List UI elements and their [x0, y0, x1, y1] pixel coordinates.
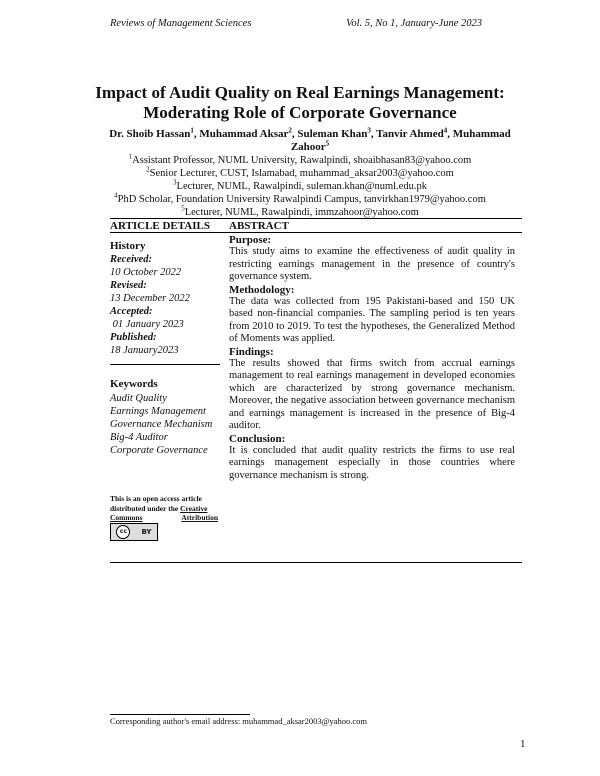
- page-number: 1: [520, 738, 526, 750]
- purpose-text: This study aims to examine the effectiveness of audit quality in restricting earnings management in the presence of country's governance system.: [229, 246, 515, 282]
- revised-date: 13 December 2022: [110, 293, 190, 304]
- purpose-heading: Purpose:: [229, 234, 272, 246]
- corresponding-author-note: Corresponding author's email address: muhammad_aksar2003@yahoo.com: [110, 716, 367, 726]
- article-details-heading: ARTICLE DETAILS: [110, 220, 210, 232]
- author-1-sup: 1: [190, 126, 194, 135]
- published-label: Published:: [110, 332, 157, 343]
- abstract-heading: ABSTRACT: [229, 220, 289, 232]
- heading-rule: [110, 232, 522, 233]
- oa-line-3: [110, 513, 218, 523]
- published-date: 18 January2023: [110, 345, 179, 356]
- keyword-list: [110, 392, 212, 457]
- methodology-text: The data was collected from 195 Pakistani-based and 150 UK based non-financial companies. The sampling period is ten years from 2010 to 2019. To test the hypotheses, the Generalized Method of Moments was applied.: [229, 295, 515, 344]
- affiliation-text: Senior Lecturer, CUST, Islamabad, muhammad_aksar2003@yahoo.com: [149, 168, 454, 179]
- journal-name: Reviews of Management Sciences: [110, 18, 252, 29]
- oa-text: distributed under the: [110, 503, 181, 513]
- affiliation-sup: 3: [173, 178, 177, 187]
- keyword-item: Big-4 Auditor: [110, 432, 168, 443]
- methodology-heading: Methodology:: [229, 283, 295, 296]
- title-line-2: Moderating Role of Corporate Governance: [143, 103, 457, 122]
- revised-label: Revised:: [110, 280, 147, 291]
- keyword-item: Governance Mechanism: [110, 419, 213, 430]
- author-5: , Muhammad Zahoor: [290, 128, 511, 153]
- conclusion-heading: Conclusion:: [229, 432, 286, 445]
- volume-info: Vol. 5, No 1, January-June 2023: [346, 18, 482, 29]
- oa-line-1: This is an open access article: [110, 494, 202, 503]
- footnote-rule: [110, 714, 250, 715]
- cc-icon: cc: [116, 525, 130, 539]
- author-4: , Tanvir Ahmed: [370, 128, 444, 140]
- author-2-sup: 2: [288, 126, 292, 135]
- affiliation-text: Lecturer, NUML, Rawalpindi, immzahoor@yahoo.com: [184, 207, 419, 218]
- affiliation-text: Assistant Professor, NUML University, Rawalpindi, shoaibhasan83@yahoo.com: [132, 155, 472, 166]
- author-4-sup: 4: [443, 126, 448, 135]
- affiliation-sup: 5: [181, 204, 185, 213]
- accepted-label: Accepted:: [110, 306, 153, 317]
- findings-heading: Findings:: [229, 345, 274, 358]
- findings-text: The results showed that firms switch from accrual earnings management to real earnings management in developed economies which are characterized by strong governance mechanism. Moreover, the negative association between governance mechanism and earnings management is increased in the presence of Big-4 auditor.: [229, 357, 515, 431]
- affiliation-4: [80, 191, 520, 206]
- oa-line-2: [110, 504, 218, 514]
- history-label: History: [110, 240, 146, 252]
- conclusion-text: It is concluded that audit quality restricts the firms to use real earnings management especially in those countries where governance mechanism is strong.: [229, 444, 515, 481]
- by-icon: BY: [141, 528, 152, 536]
- attribution-link[interactable]: Attribution: [181, 513, 218, 522]
- abstract-body: [229, 234, 515, 482]
- author-5-sup: 5: [325, 139, 330, 148]
- author-3-sup: 3: [367, 126, 371, 135]
- received-date: 10 October 2022: [110, 267, 182, 278]
- title-line-1: Impact of Audit Quality on Real Earnings Management:: [95, 83, 505, 102]
- creative-link[interactable]: Creative: [180, 503, 208, 513]
- affiliation-sup: 2: [146, 165, 150, 174]
- keyword-item: Corporate Governance: [110, 445, 208, 456]
- affiliation-sup: 4: [114, 191, 118, 200]
- author-1: Dr. Shoib Hassan: [109, 128, 191, 140]
- bottom-rule: [110, 562, 522, 563]
- affiliation-2: [80, 165, 520, 180]
- left-divider: [110, 364, 220, 365]
- author-3: , Suleman Khan: [291, 128, 368, 140]
- open-access-note: [110, 494, 218, 523]
- commons-link[interactable]: Commons: [110, 513, 143, 522]
- cc-by-license-icon[interactable]: [110, 523, 158, 541]
- received-label: Received:: [110, 254, 152, 265]
- keyword-item: Audit Quality: [110, 393, 167, 404]
- affiliation-3: [80, 178, 520, 193]
- author-list: [100, 128, 520, 154]
- affiliation-text: PhD Scholar, Foundation University Rawalpindi Campus, tanvirkhan1979@yahoo.com: [117, 194, 486, 205]
- paper-title: [60, 83, 540, 123]
- author-2: , Muhammad Aksar: [193, 128, 289, 140]
- affiliation-text: Lecturer, NUML, Rawalpindi, suleman.khan@numl.edu.pk: [176, 181, 427, 192]
- top-rule: [110, 218, 522, 219]
- keyword-item: Earnings Management: [110, 406, 206, 417]
- accepted-date: 01 January 2023: [110, 319, 184, 330]
- keywords-label: Keywords: [110, 378, 158, 390]
- affiliation-sup: 1: [128, 152, 133, 161]
